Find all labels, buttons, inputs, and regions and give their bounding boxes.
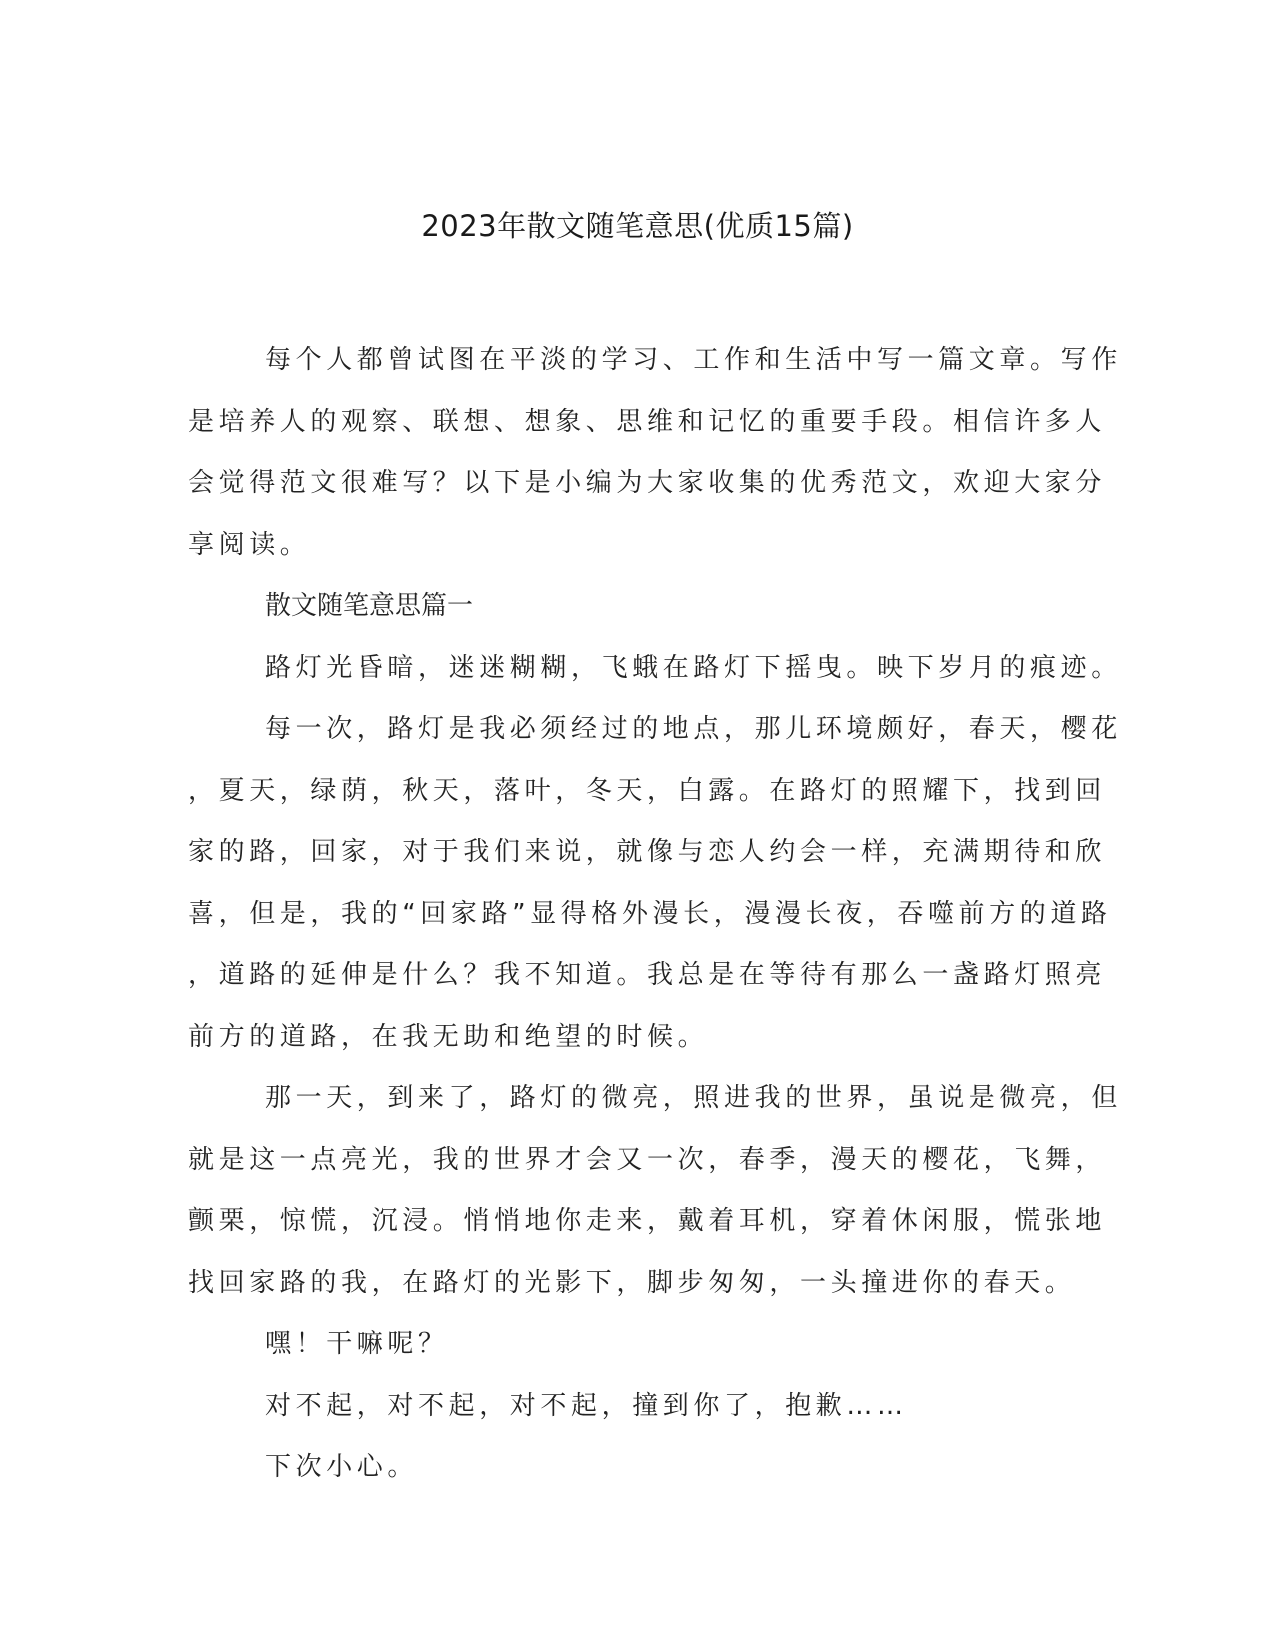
- text-line: 喜，但是，我的“回家路”显得格外漫长，漫漫长夜，吞噬前方的道路: [188, 898, 1112, 929]
- text-line: 前方的道路，在我无助和绝望的时候。: [188, 1021, 709, 1052]
- text-line: ，夏天，绿荫，秋天，落叶，冬天，白露。在路灯的照耀下，找到回: [188, 775, 1107, 806]
- document-title: 2023年散文随笔意思(优质15篇): [421, 209, 854, 243]
- text-line: ，道路的延伸是什么？我不知道。我总是在等待有那么一盏路灯照亮: [188, 960, 1107, 990]
- text-line: 那一天，到来了，路灯的微亮，照进我的世界，虽说是微亮，但: [265, 1083, 1122, 1113]
- text-line: 会觉得范文很难写？以下是小编为大家收集的优秀范文，欢迎大家分: [188, 468, 1107, 498]
- text-line: 就是这一点亮光，我的世界才会又一次，春季，漫天的樱花，飞舞，: [188, 1144, 1107, 1175]
- text-line: 找回家路的我，在路灯的光影下，脚步匆匆，一头撞进你的春天。: [188, 1267, 1076, 1298]
- text-line: 颤栗，惊慌，沉浸。悄悄地你走来，戴着耳机，穿着休闲服，慌张地: [188, 1206, 1107, 1236]
- section-heading: 散文随笔意思篇一: [265, 591, 474, 621]
- text-line: 每一次，路灯是我必须经过的地点，那儿环境颇好，春天，樱花: [265, 714, 1122, 744]
- document-body: [188, 330, 1122, 1499]
- text-line: 嘿！干嘛呢？: [265, 1329, 449, 1359]
- text-line: 对不起，对不起，对不起，撞到你了，抱歉……: [265, 1390, 908, 1421]
- text-line: 是培养人的观察、联想、想象、思维和记忆的重要手段。相信许多人: [188, 406, 1107, 437]
- text-line: 路灯光昏暗，迷迷糊糊，飞蛾在路灯下摇曳。映下岁月的痕迹。: [265, 652, 1122, 683]
- text-line: 下次小心。: [265, 1452, 419, 1482]
- text-line: 每个人都曾试图在平淡的学习、工作和生活中写一篇文章。写作: [265, 345, 1122, 375]
- text-line: 享阅读。: [188, 529, 311, 560]
- text-line: 家的路，回家，对于我们来说，就像与恋人约会一样，充满期待和欣: [188, 837, 1107, 867]
